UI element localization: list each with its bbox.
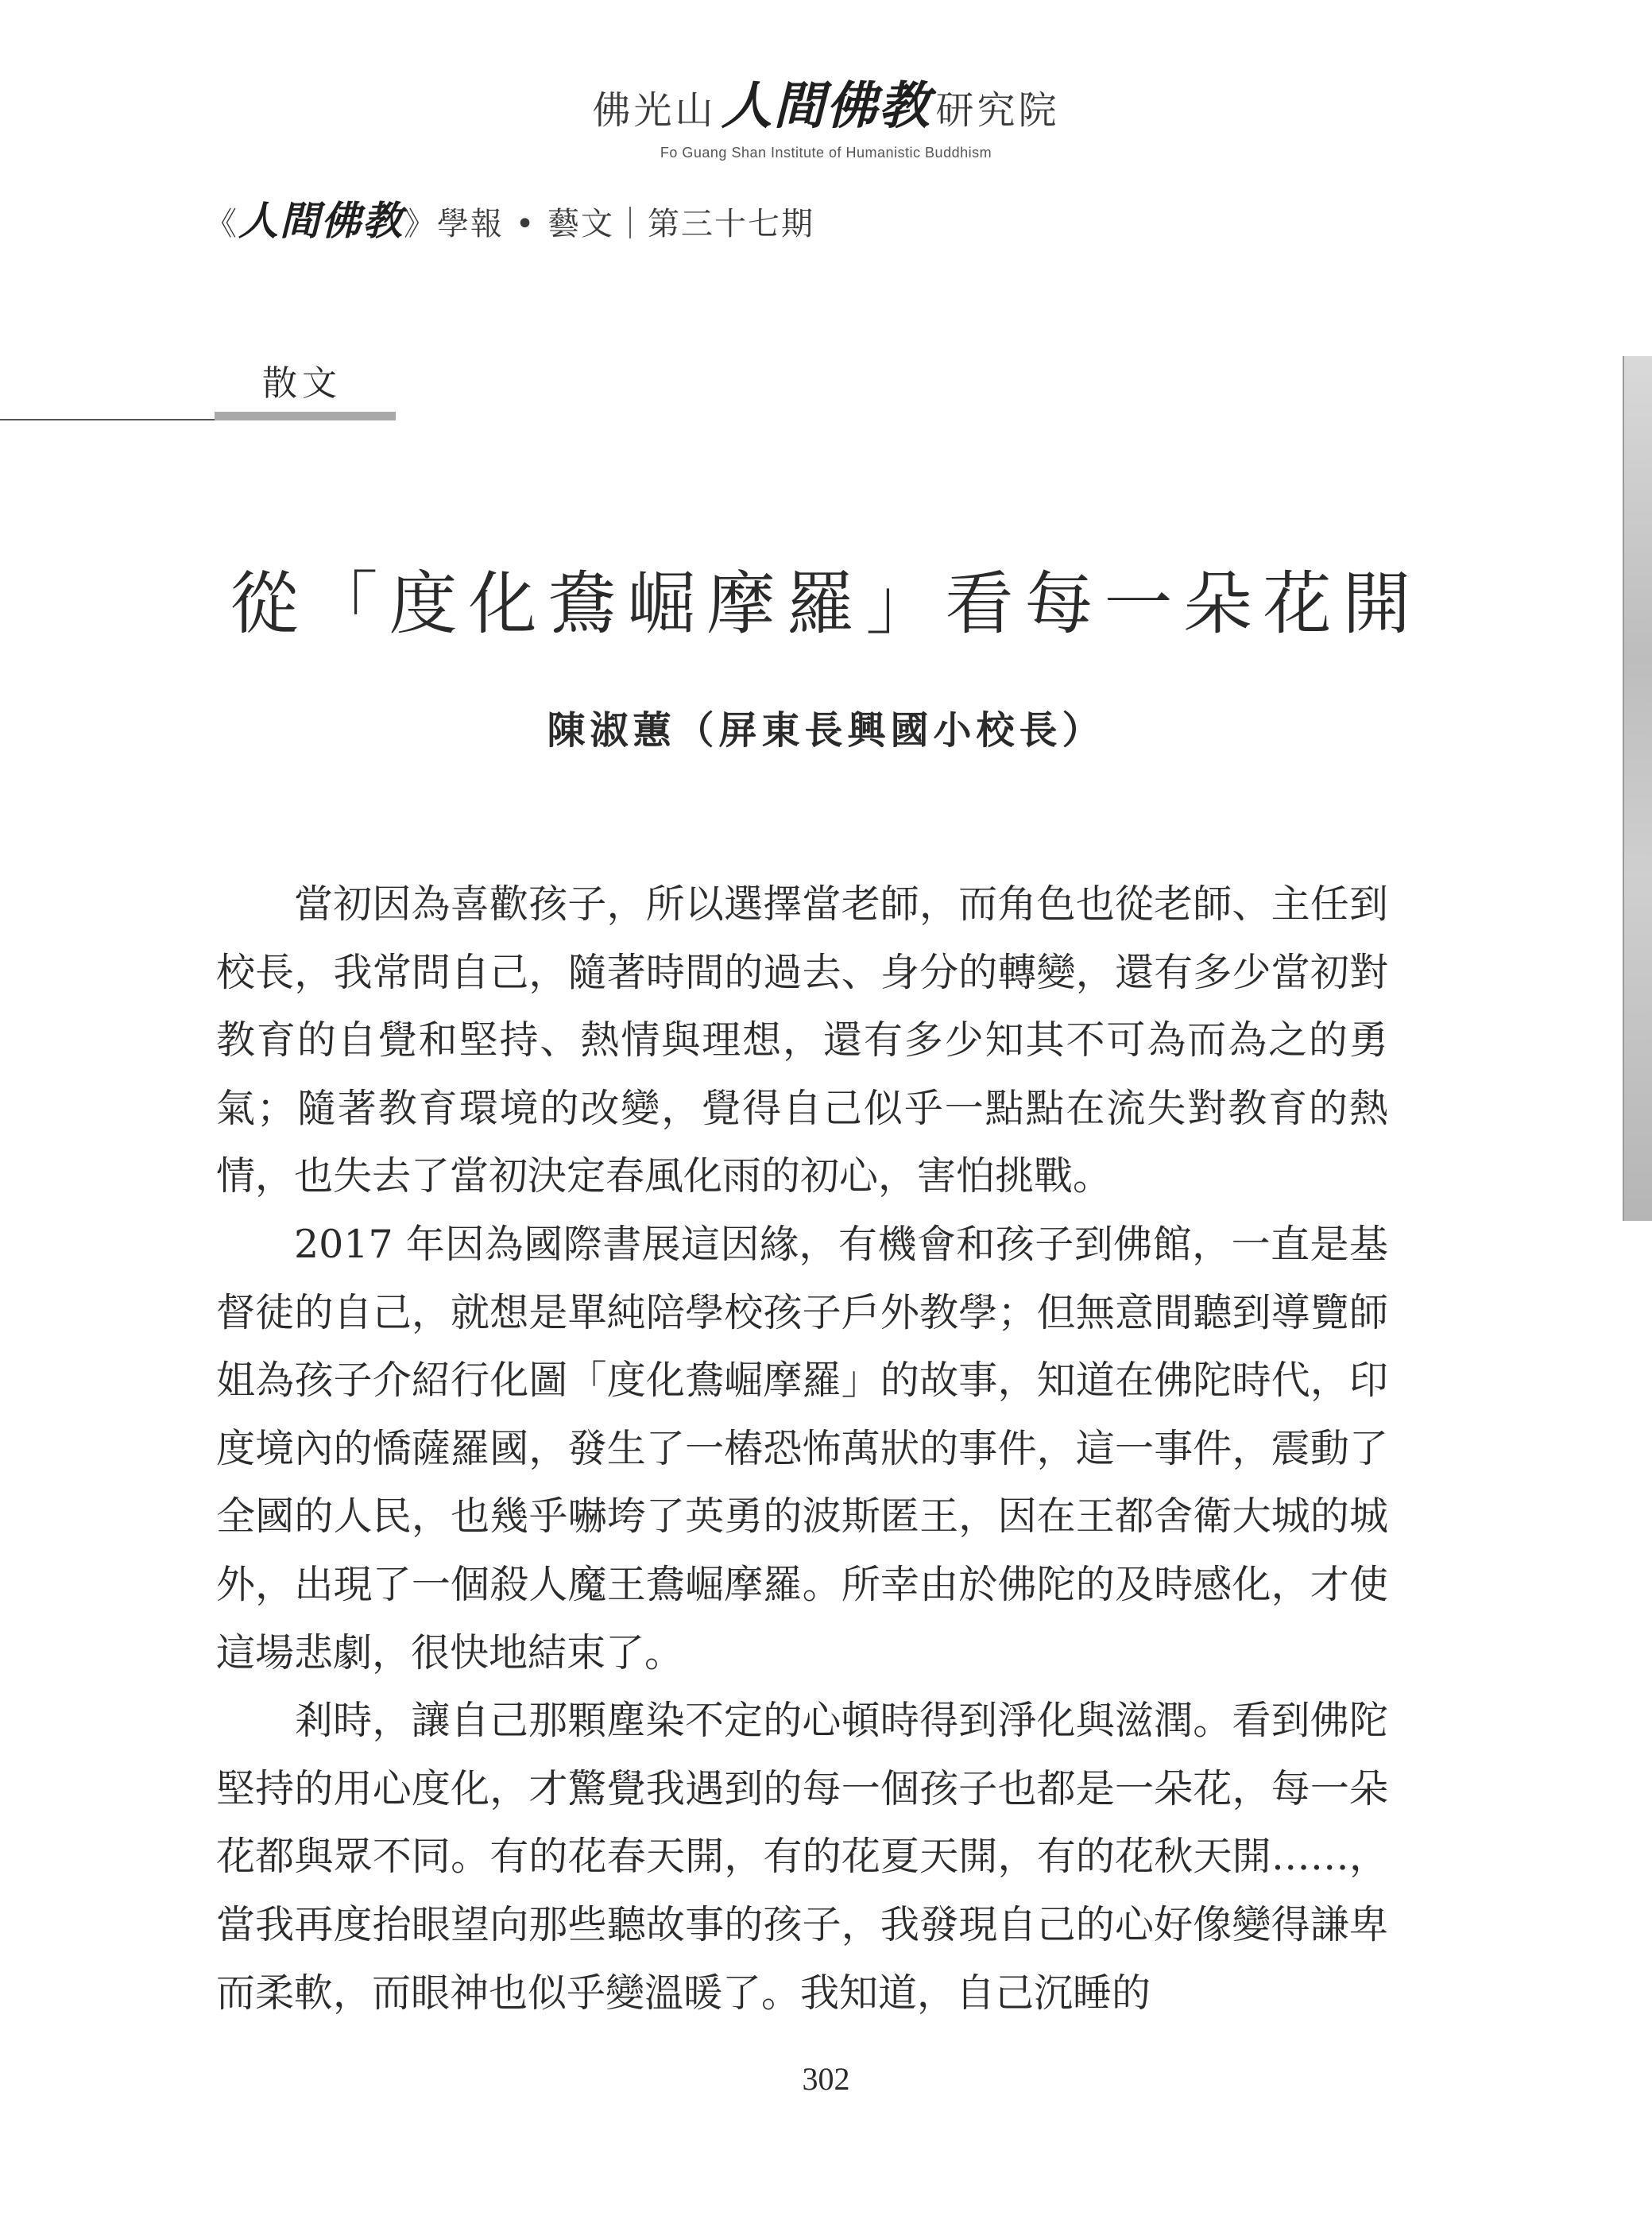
section-rule-thick xyxy=(215,412,396,420)
journal-brand-logotype: 人間佛教 xyxy=(238,197,404,244)
institute-english-name: Fo Guang Shan Institute of Humanistic Buddhism xyxy=(660,145,992,161)
institute-header xyxy=(0,65,1652,161)
institute-suffix: 研究院 xyxy=(935,88,1060,133)
institute-name xyxy=(0,65,1652,138)
body-paragraph-3: 剎時，讓自己那顆塵染不定的心頓時得到淨化與滋潤。看到佛陀堅持的用心度化，才驚覺我遇到的每一個孩子也都是一朵花，每一朵花都與眾不同。有的花春天開，有的花夏天開，有的花秋天開……，當我再度抬眼望向那些聽故事的孩子，我發現自己的心好像變得謙卑而柔軟，而眼神也似乎變溫暖了。我知道，自己沉睡的 xyxy=(216,1698,1388,2016)
page-number: 302 xyxy=(802,2061,850,2097)
article-body xyxy=(216,870,1388,2027)
journal-issue-info: 》學報 • 藝文｜第三十七期 xyxy=(404,206,815,242)
journal-running-header xyxy=(205,189,814,246)
body-paragraph-2: 2017 年因為國際書展這因緣，有機會和孩子到佛館，一直是基督徒的自己，就想是單純陪學校孩子戶外教學；但無意間聽到導覽師姐為孩子介紹行化圖「度化鴦崛摩羅」的故事，知道在佛陀時代，印度境內的憍薩羅國，發生了一樁恐怖萬狀的事件，這一事件，震動了全國的人民，也幾乎嚇垮了英勇的波斯匿王，因在王都舍衛大城的城外，出現了一個殺人魔王鴦崛摩羅。所幸由於佛陀的及時感化，才使這場悲劇，很快地結束了。 xyxy=(216,1221,1388,1676)
institute-prefix: 佛光山 xyxy=(592,88,717,133)
body-paragraph-1: 當初因為喜歡孩子，所以選擇當老師，而角色也從老師、主任到校長，我常問自己，隨著時間的過去、身分的轉變，還有多少當初對教育的自覺和堅持、熱情與理想，還有多少知其不可為而為之的勇氣；隨著教育環境的改變，覺得自己似乎一點點在流失對教育的熱情，也失去了當初決定春風化雨的初心，害怕挑戰。 xyxy=(216,881,1388,1199)
section-rule-thin xyxy=(0,419,215,420)
article-title: 從「度化鴦崛摩羅」看每一朵花開 xyxy=(230,564,1422,644)
article-author: 陳淑蕙（屏東長興國小校長） xyxy=(547,708,1105,753)
section-label: 散文 xyxy=(262,363,342,404)
journal-open-bracket: 《 xyxy=(205,206,238,242)
decorative-side-tab xyxy=(1623,356,1652,1221)
institute-brand-logotype: 人間佛教 xyxy=(721,76,931,136)
